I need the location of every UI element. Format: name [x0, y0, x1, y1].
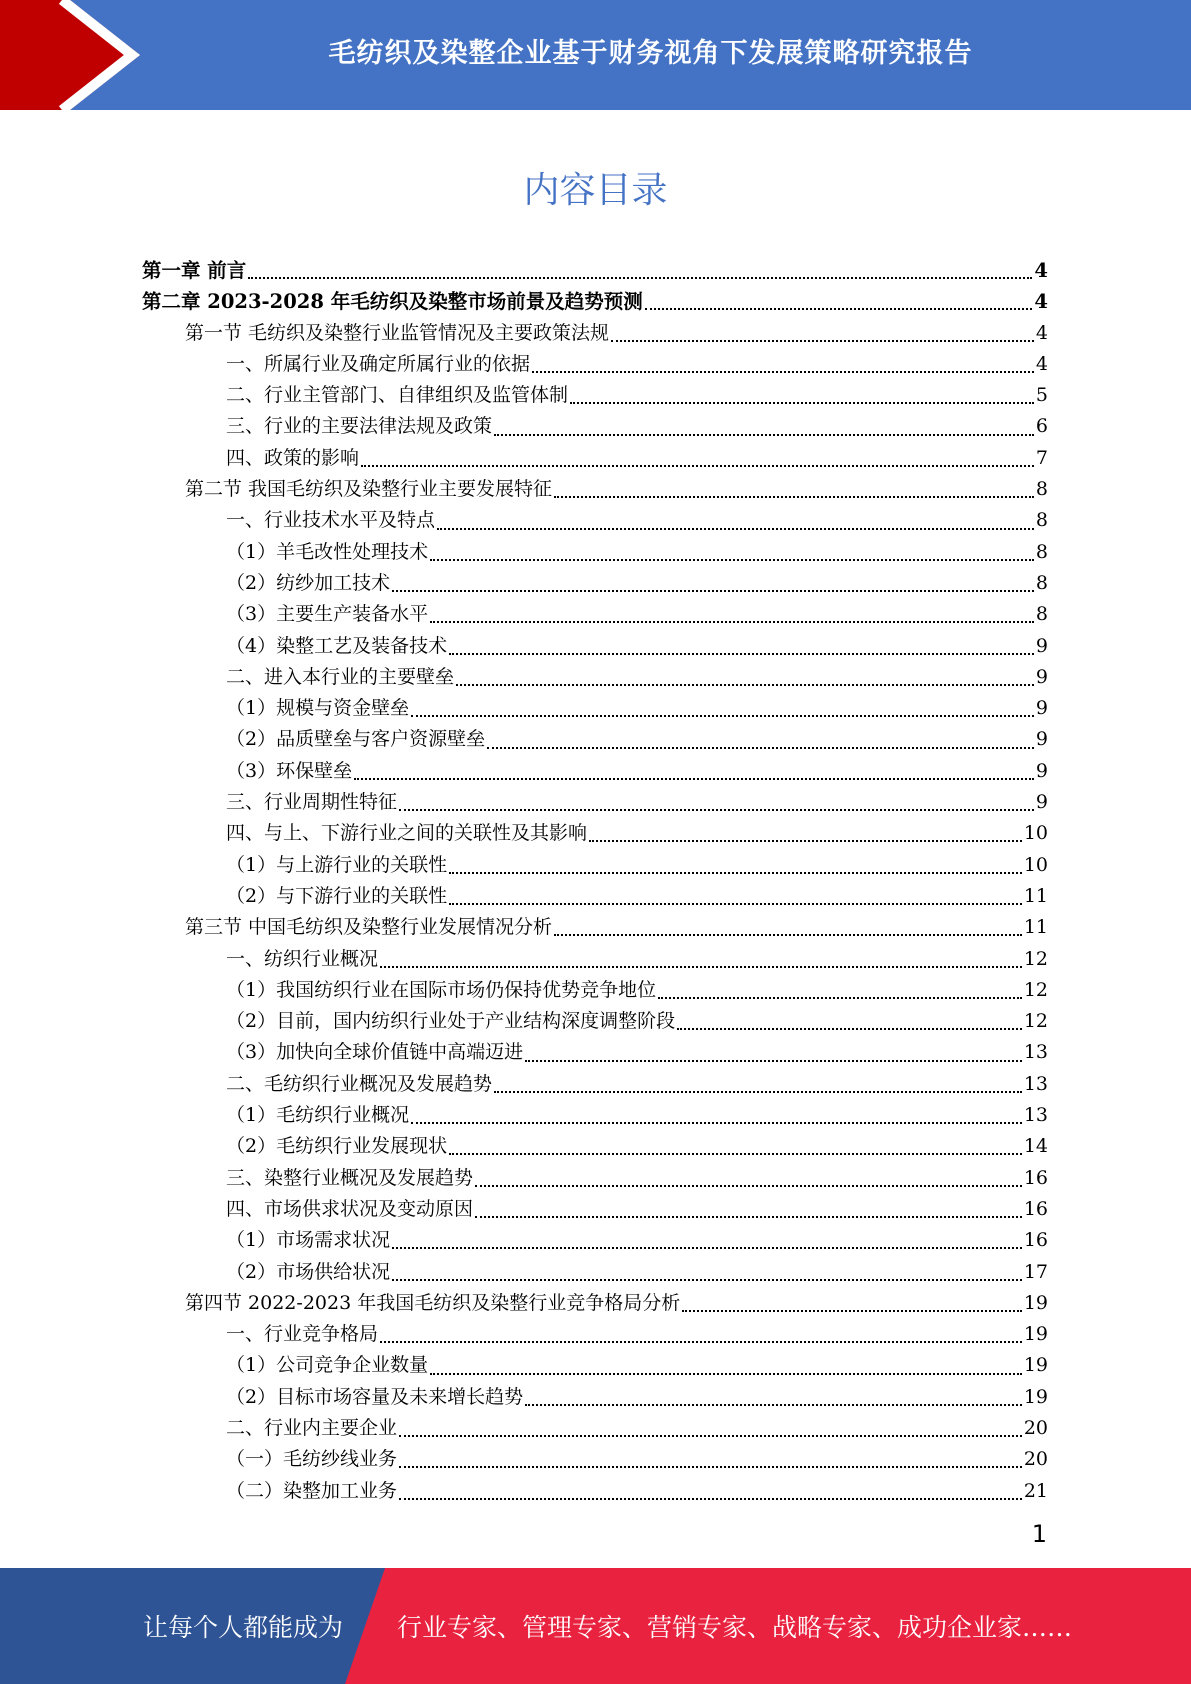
toc-entry-page: 9 — [1035, 634, 1048, 657]
header-banner — [0, 0, 1191, 110]
toc-dot-leader — [554, 933, 1022, 936]
toc-entry[interactable] — [142, 349, 1048, 380]
toc-entry-page: 4 — [1035, 321, 1048, 344]
toc-entry-page: 5 — [1035, 384, 1048, 407]
toc-entry-page: 8 — [1035, 540, 1048, 563]
toc-entry[interactable] — [142, 850, 1048, 881]
toc-entry[interactable] — [142, 505, 1048, 536]
toc-entry-title: 二、行业主管部门、自律组织及监管体制 — [226, 384, 569, 407]
toc-entry-title: （二）染整加工业务 — [226, 1479, 398, 1502]
toc-entry-title: 一、行业竞争格局 — [226, 1323, 379, 1346]
toc-entry-page: 11 — [1023, 916, 1048, 939]
toc-entry[interactable] — [142, 411, 1048, 442]
toc-dot-leader — [487, 746, 1034, 749]
toc-entry[interactable] — [142, 881, 1048, 912]
toc-entry[interactable] — [142, 662, 1048, 693]
toc-entry[interactable] — [142, 318, 1048, 349]
toc-dot-leader — [611, 339, 1034, 342]
toc-entry-title: （2）与下游行业的关联性 — [226, 884, 448, 907]
toc-entry[interactable] — [142, 1476, 1048, 1507]
toc-entry[interactable] — [142, 1131, 1048, 1162]
toc-entry-page: 19 — [1023, 1291, 1048, 1314]
toc-entry-page: 9 — [1035, 759, 1048, 782]
toc-entry[interactable] — [142, 1350, 1048, 1381]
page-number: 1 — [1031, 1520, 1047, 1548]
toc-dot-leader — [399, 1465, 1022, 1468]
toc-entry[interactable] — [142, 443, 1048, 474]
toc-entry-page: 17 — [1023, 1260, 1048, 1283]
toc-entry[interactable] — [142, 912, 1048, 943]
toc-entry-page: 19 — [1023, 1354, 1048, 1377]
toc-dot-leader — [399, 808, 1034, 811]
toc-entry-page: 11 — [1023, 884, 1048, 907]
toc-entry-title: 二、进入本行业的主要壁垒 — [226, 665, 455, 688]
toc-entry[interactable] — [142, 975, 1048, 1006]
toc-entry-page: 13 — [1023, 1104, 1048, 1127]
toc-dot-leader — [354, 777, 1034, 780]
footer-slogan-right: 行业专家、管理专家、营销专家、战略专家、成功企业家…… — [397, 1613, 1073, 1642]
toc-entry-title: 四、政策的影响 — [226, 446, 360, 469]
toc-dot-leader — [456, 683, 1034, 686]
toc-entry[interactable] — [142, 599, 1048, 630]
footer-slogan-left: 让每个人都能成为 — [143, 1613, 344, 1642]
toc-entry-page: 14 — [1023, 1135, 1048, 1158]
toc-entry-title: （1）市场需求状况 — [226, 1229, 391, 1252]
toc-entry-title: （3）主要生产装备水平 — [226, 603, 429, 626]
toc-entry[interactable] — [142, 568, 1048, 599]
toc-entry-page: 16 — [1023, 1197, 1048, 1220]
toc-entry-title: （2）目前，国内纺织行业处于产业结构深度调整阶段 — [226, 1010, 676, 1033]
toc-entry-title: （2）品质壁垒与客户资源壁垒 — [226, 728, 486, 751]
toc-entry-title: （1）规模与资金壁垒 — [226, 697, 410, 720]
toc-entry-page: 20 — [1023, 1448, 1048, 1471]
toc-dot-leader — [437, 527, 1034, 530]
toc-dot-leader — [532, 370, 1034, 373]
toc-entry-page: 9 — [1035, 728, 1048, 751]
toc-entry-page: 4 — [1035, 352, 1048, 375]
toc-entry[interactable] — [142, 537, 1048, 568]
toc-dot-leader — [430, 620, 1034, 623]
header-red-arrow-icon — [0, 0, 140, 110]
toc-entry[interactable] — [142, 787, 1048, 818]
toc-dot-leader — [475, 1184, 1022, 1187]
toc-entry[interactable] — [142, 286, 1048, 317]
toc-dot-leader — [399, 1434, 1022, 1437]
toc-entry-title: （1）我国纺织行业在国际市场仍保持优势竞争地位 — [226, 978, 657, 1001]
toc-dot-leader — [494, 433, 1034, 436]
toc-dot-leader — [449, 1152, 1022, 1155]
toc-entry[interactable] — [142, 474, 1048, 505]
toc-entry-page: 16 — [1023, 1166, 1048, 1189]
toc-entry[interactable] — [142, 1382, 1048, 1413]
toc-dot-leader — [430, 558, 1034, 561]
toc-entry[interactable] — [142, 1163, 1048, 1194]
toc-entry-page: 19 — [1023, 1385, 1048, 1408]
toc-dot-leader — [525, 1403, 1022, 1406]
toc-entry-title: 一、所属行业及确定所属行业的依据 — [226, 352, 531, 375]
toc-entry-title: （1）公司竞争企业数量 — [226, 1354, 429, 1377]
toc-entry-title: （2）毛纺织行业发展现状 — [226, 1135, 448, 1158]
toc-entry-page: 8 — [1035, 509, 1048, 532]
toc-entry-title: （3）环保壁垒 — [226, 759, 353, 782]
toc-entry-title: 第二节 我国毛纺织及染整行业主要发展特征 — [185, 478, 553, 501]
toc-entry[interactable] — [142, 818, 1048, 849]
toc-dot-leader — [361, 464, 1034, 467]
toc-entry-page: 10 — [1023, 853, 1048, 876]
toc-entry-title: 第一节 毛纺织及染整行业监管情况及主要政策法规 — [185, 321, 610, 344]
toc-entry-page: 4 — [1034, 259, 1048, 282]
toc-entry-title: 一、行业技术水平及特点 — [226, 509, 436, 532]
toc-entry-page: 8 — [1035, 571, 1048, 594]
toc-entry-page: 13 — [1023, 1041, 1048, 1064]
toc-entry-title: 第三节 中国毛纺织及染整行业发展情况分析 — [185, 916, 553, 939]
toc-dot-leader — [399, 1497, 1022, 1500]
toc-entry-title: （4）染整工艺及装备技术 — [226, 634, 448, 657]
toc-entry-page: 12 — [1023, 978, 1048, 1001]
toc-dot-leader — [411, 1121, 1022, 1124]
toc-dot-leader — [380, 1340, 1022, 1343]
toc-entry-page: 20 — [1023, 1416, 1048, 1439]
toc-entry[interactable] — [142, 724, 1048, 755]
footer-banner — [0, 1568, 1191, 1684]
toc-entry[interactable] — [142, 1225, 1048, 1256]
toc-entry-title: 第二章 2023-2028 年毛纺织及染整市场前景及趋势预测 — [142, 290, 643, 314]
toc-dot-leader — [475, 1215, 1022, 1218]
toc-dot-leader — [392, 589, 1034, 592]
toc-entry-title: （2）目标市场容量及未来增长趋势 — [226, 1385, 524, 1408]
toc-entry-page: 9 — [1035, 665, 1048, 688]
report-title: 毛纺织及染整企业基于财务视角下发展策略研究报告 — [328, 37, 973, 69]
toc-entry-title: （3）加快向全球价值链中高端迈进 — [226, 1041, 524, 1064]
toc-entry-page: 10 — [1023, 822, 1048, 845]
toc-entry-title: 三、行业周期性特征 — [226, 791, 398, 814]
toc-entry-page: 8 — [1035, 478, 1048, 501]
toc-entry[interactable] — [142, 1444, 1048, 1475]
toc-entry-page: 12 — [1023, 1010, 1048, 1033]
toc-entry-title: 二、毛纺织行业概况及发展趋势 — [226, 1072, 493, 1095]
toc-entry[interactable] — [142, 1413, 1048, 1444]
toc-entry-title: （一）毛纺纱线业务 — [226, 1448, 398, 1471]
toc-entry-page: 9 — [1035, 697, 1048, 720]
toc-entry-title: 三、染整行业概况及发展趋势 — [226, 1166, 474, 1189]
toc-dot-leader — [380, 965, 1022, 968]
toc-entry[interactable] — [142, 631, 1048, 662]
toc-dot-leader — [677, 1027, 1022, 1030]
toc-entry[interactable] — [142, 1006, 1048, 1037]
toc-entry-page: 6 — [1035, 415, 1048, 438]
toc-entry-title: （1）毛纺织行业概况 — [226, 1104, 410, 1127]
toc-entry-page: 4 — [1034, 290, 1048, 314]
toc-entry[interactable] — [142, 944, 1048, 975]
table-of-contents — [142, 255, 1048, 1507]
toc-entry[interactable] — [142, 1100, 1048, 1131]
toc-entry[interactable] — [142, 255, 1048, 286]
toc-entry-page: 19 — [1023, 1323, 1048, 1346]
toc-entry-title: （1）与上游行业的关联性 — [226, 853, 448, 876]
toc-entry[interactable] — [142, 1037, 1048, 1068]
toc-entry[interactable] — [142, 1288, 1048, 1319]
toc-entry-page: 13 — [1023, 1072, 1048, 1095]
toc-entry-page: 12 — [1023, 947, 1048, 970]
toc-dot-leader — [658, 996, 1022, 999]
toc-dot-leader — [430, 1372, 1022, 1375]
toc-entry-title: 第四节 2022-2023 年我国毛纺织及染整行业竞争格局分析 — [185, 1291, 681, 1314]
toc-entry-title: 第一章 前言 — [142, 259, 247, 282]
toc-dot-leader — [392, 1278, 1022, 1281]
toc-dot-leader — [449, 652, 1034, 655]
toc-dot-leader — [554, 495, 1034, 498]
toc-entry[interactable] — [142, 1257, 1048, 1288]
toc-entry-page: 21 — [1023, 1479, 1048, 1502]
toc-entry[interactable] — [142, 1319, 1048, 1350]
toc-heading: 内容目录 — [523, 170, 668, 211]
toc-entry-page: 16 — [1023, 1229, 1048, 1252]
toc-entry-page: 9 — [1035, 791, 1048, 814]
toc-entry-title: （2）纺纱加工技术 — [226, 571, 391, 594]
toc-dot-leader — [449, 902, 1022, 905]
toc-dot-leader — [589, 839, 1022, 842]
toc-entry[interactable] — [142, 756, 1048, 787]
toc-entry-page: 7 — [1035, 446, 1048, 469]
toc-entry[interactable] — [142, 1194, 1048, 1225]
toc-dot-leader — [645, 307, 1033, 310]
toc-entry-title: 四、市场供求状况及变动原因 — [226, 1197, 474, 1220]
toc-dot-leader — [449, 871, 1022, 874]
toc-entry-title: 二、行业内主要企业 — [226, 1416, 398, 1439]
toc-entry-title: 三、行业的主要法律法规及政策 — [226, 415, 493, 438]
toc-dot-leader — [392, 1246, 1022, 1249]
toc-entry-title: （2）市场供给状况 — [226, 1260, 391, 1283]
toc-dot-leader — [411, 714, 1034, 717]
toc-entry-title: 四、与上、下游行业之间的关联性及其影响 — [226, 822, 588, 845]
toc-dot-leader — [570, 401, 1034, 404]
toc-entry[interactable] — [142, 1069, 1048, 1100]
toc-entry-title: 一、纺织行业概况 — [226, 947, 379, 970]
toc-entry-title: （1）羊毛改性处理技术 — [226, 540, 429, 563]
toc-entry[interactable] — [142, 380, 1048, 411]
toc-entry-page: 8 — [1035, 603, 1048, 626]
toc-dot-leader — [248, 276, 1032, 279]
toc-entry[interactable] — [142, 693, 1048, 724]
toc-dot-leader — [525, 1059, 1022, 1062]
toc-dot-leader — [494, 1090, 1022, 1093]
toc-dot-leader — [682, 1309, 1022, 1312]
